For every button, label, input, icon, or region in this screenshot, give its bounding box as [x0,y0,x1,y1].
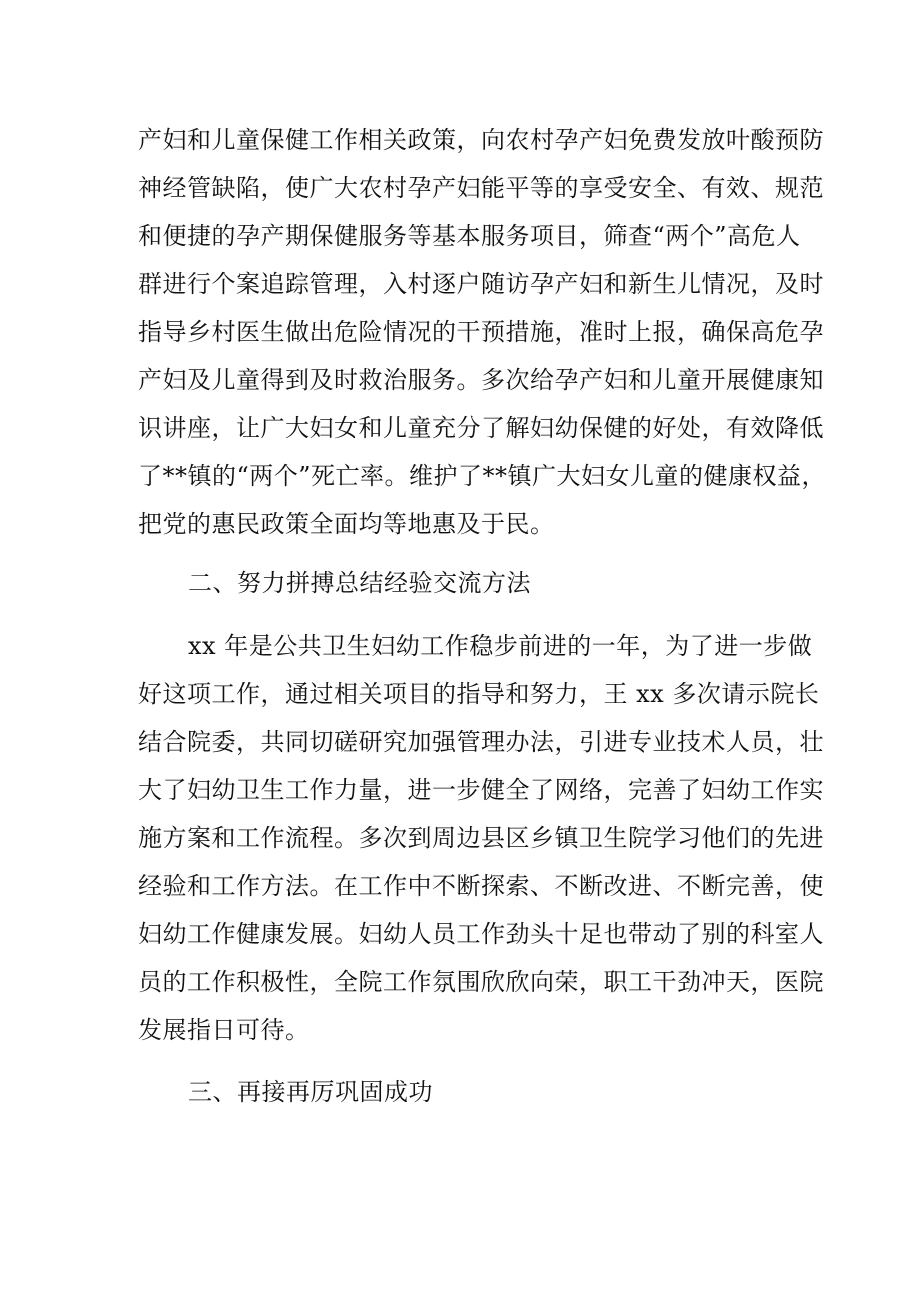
paragraph-line: xx 年是公共卫生妇幼工作稳步前进的一年，为了进一步做 [188,632,813,660]
section-heading-2: 二、努力拼搏总结经验交流方法 [188,569,531,597]
paragraph-line: 神经管缺陷，使广大农村孕产妇能平等的享受安全、有效、规范 [138,174,824,202]
paragraph-line: 了**镇的“两个”死亡率。维护了**镇广大妇女儿童的健康权益， [138,462,827,490]
paragraph-line: 产妇及儿童得到及时救治服务。多次给孕产妇和儿童开展健康知 [138,366,824,394]
paragraph-line: 结合院委，共同切磋研究加强管理办法，引进专业技术人员，壮 [138,728,824,756]
paragraph-line: 和便捷的孕产期保健服务等基本服务项目，筛查“两个”高危人 [138,222,801,250]
paragraph-line: 大了妇幼卫生工作力量，进一步健全了网络，完善了妇幼工作实 [138,776,824,804]
paragraph-line: 发展指日可待。 [138,1016,310,1044]
paragraph-line: 产妇和儿童保健工作相关政策，向农村孕产妇免费发放叶酸预防 [138,126,824,154]
paragraph-line: 识讲座，让广大妇女和儿童充分了解妇幼保健的好处，有效降低 [138,414,824,442]
paragraph-line: 好这项工作，通过相关项目的指导和努力，王 xx 多次请示院长 [138,680,820,708]
paragraph-line: 指导乡村医生做出危险情况的干预措施，准时上报，确保高危孕 [138,318,824,346]
paragraph-line: 施方案和工作流程。多次到周边县区乡镇卫生院学习他们的先进 [138,824,824,852]
paragraph-line: 妇幼工作健康发展。妇幼人员工作劲头十足也带动了别的科室人 [138,920,824,948]
section-heading-3: 三、再接再厉巩固成功 [188,1078,433,1106]
paragraph-line: 群进行个案追踪管理，入村逐户随访孕产妇和新生儿情况，及时 [138,270,824,298]
paragraph-line: 员的工作积极性，全院工作氛围欣欣向荣，职工干劲冲天，医院 [138,968,824,996]
paragraph-line: 经验和工作方法。在工作中不断探索、不断改进、不断完善，使 [138,872,824,900]
paragraph-line: 把党的惠民政策全面均等地惠及于民。 [138,510,555,538]
